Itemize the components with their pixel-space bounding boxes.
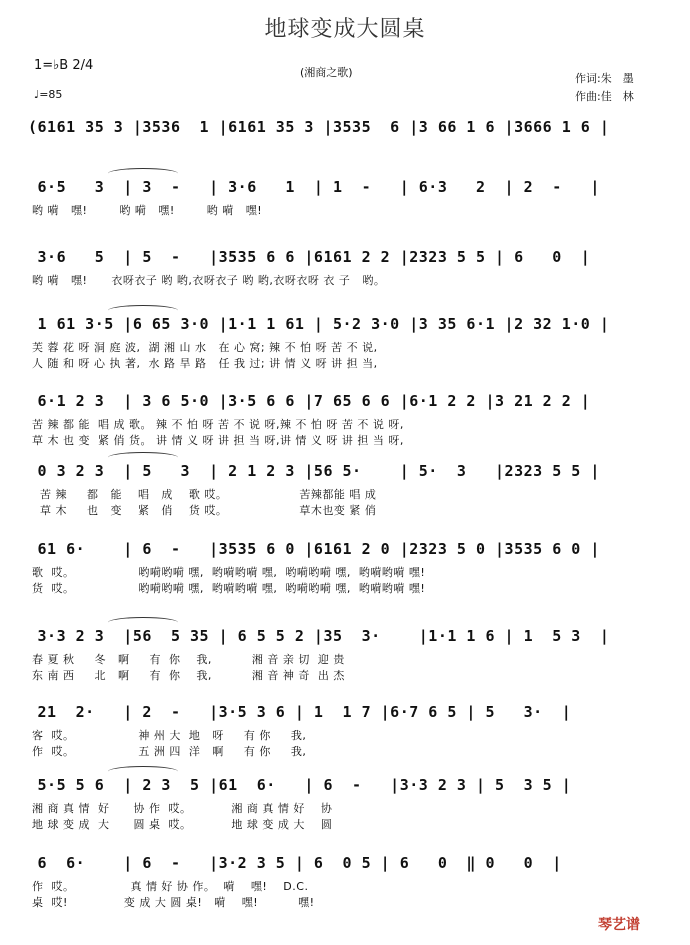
lyrics-line-1: 芙 蓉 花 呀 洞 庭 波, 湖 湘 山 水 在 心 窝; 辣 不 怕 呀 苦 不 说, [28,341,378,354]
notes-line: 3·3 2 3 |56 5 35 | 6 5 5 2 |35 3· |1·1 1 6 | 1 5 3 | [28,627,610,645]
score-row [28,462,674,522]
lyrics-line-1: 作 哎。 真 情 好 协 作。 嗬 嘿! D.C. [28,880,309,893]
notes-line: 6·1 2 3 | 3 6 5·0 |3·5 6 6 |7 65 6 6 |6·1 2 2 |3 21 2 2 | [28,392,591,410]
notes-line: (6161 35 3 |3536 1 |6161 35 3 |3535 6 |3 66 1 6 |3666 1 6 | [28,118,610,136]
notes-line: 6 6· | 6 - |3·2 3 5 | 6 0 5 | 6 0 ‖ 0 0 | [28,854,562,872]
lyrics-line-2: 草 木 也 变 紧 俏 货 哎。 草木也变 紧 俏 [28,504,377,517]
notes-line: 0 3 2 3 | 5 3 | 2 1 2 3 |56 5· | 5· 3 |2323 5 5 | [28,462,600,480]
lyricist-credit: 作词:朱 墨 [575,72,634,85]
score-row [28,854,674,914]
lyrics-line-1: 春 夏 秋 冬 啊 有 你 我, 湘 音 亲 切 迎 贵 [28,653,345,666]
lyrics-line-2: 草 木 也 变 紧 俏 货。 讲 情 义 呀 讲 担 当 呀,讲 情 义 呀 讲 担 当 呀, [28,434,404,447]
slur-mark [108,168,178,179]
slur-mark [108,452,178,463]
subtitle: (湘商之歌) [300,66,353,79]
notes-line: 61 6· | 6 - |3535 6 0 |6161 2 0 |2323 5 0 |3535 6 0 | [28,540,600,558]
score-row [28,540,674,600]
score-row [28,178,674,238]
lyrics-line-1: 哟 嗬 嘿! 哟 嗬 嘿! 哟 嗬 嘿! [28,204,263,217]
lyrics-line-1: 苦 辣 都 能 唱 成 歌。 辣 不 怕 呀 苦 不 说 呀,辣 不 怕 呀 苦 不 说 呀, [28,418,404,431]
score-row [28,315,674,375]
lyrics-line-1: 歌 哎。 哟嗬哟嗬 嘿, 哟嗬哟嗬 嘿, 哟嗬哟嗬 嘿, 哟嗬哟嗬 嘿! [28,566,426,579]
notes-line: 1 61 3·5 |6 65 3·0 |1·1 1 61 | 5·2 3·0 |3 35 6·1 |2 32 1·0 | [28,315,610,333]
composer-credit: 作曲:佳 林 [575,90,634,103]
score-row [28,392,674,452]
lyrics-line-2: 东 南 西 北 啊 有 你 我, 湘 音 神 奇 出 杰 [28,669,345,682]
notes-line: 21 2· | 2 - |3·5 3 6 | 1 1 7 |6·7 6 5 | 5 3· | [28,703,572,721]
score-row [28,776,674,836]
lyrics-line-2: 地 球 变 成 大 圆 桌 哎。 地 球 变 成 大 圆 [28,818,333,831]
tempo-marking: ♩=85 [34,88,63,101]
notes-line: 5·5 5 6 | 2 3 5 |61 6· | 6 - |3·3 2 3 | 5 3 5 | [28,776,572,794]
lyrics-line-2: 作 哎。 五 洲 四 洋 啊 有 你 我, [28,745,307,758]
score-row [28,627,674,687]
score-row [28,703,674,763]
logo: 琴艺谱 [598,917,640,933]
page-title: 地球变成大圆桌 [264,17,426,42]
key-signature: 1=♭B 2/4 [34,58,94,73]
slur-mark [108,617,178,628]
lyrics-line-1: 苦 辣 都 能 唱 成 歌 哎。 苦辣都能 唱 成 [28,488,377,501]
notes-line: 3·6 5 | 5 - |3535 6 6 |6161 2 2 |2323 5 5 | 6 0 | [28,248,591,266]
slur-mark [108,305,178,316]
lyrics-line-1: 哟 嗬 嘿! 衣呀衣子 哟 哟,衣呀衣子 哟 哟,衣呀衣呀 衣 子 哟。 [28,274,386,287]
lyrics-line-2: 桌 哎! 变 成 大 圆 桌! 嗬 嘿! 嘿! [28,896,315,909]
lyrics-line-1: 湘 商 真 情 好 协 作 哎。 湘 商 真 情 好 协 [28,802,333,815]
lyrics-line-2: 人 随 和 呀 心 执 著, 水 路 旱 路 任 我 过; 讲 情 义 呀 讲 担 当, [28,357,378,370]
slur-mark [108,766,178,777]
lyrics-line-1: 客 哎。 神 州 大 地 呀 有 你 我, [28,729,307,742]
score-row [28,248,674,308]
lyrics-line-2: 货 哎。 哟嗬哟嗬 嘿, 哟嗬哟嗬 嘿, 哟嗬哟嗬 嘿, 哟嗬哟嗬 嘿! [28,582,426,595]
notes-line: 6·5 3 | 3 - | 3·6 1 | 1 - | 6·3 2 | 2 - | [28,178,600,196]
